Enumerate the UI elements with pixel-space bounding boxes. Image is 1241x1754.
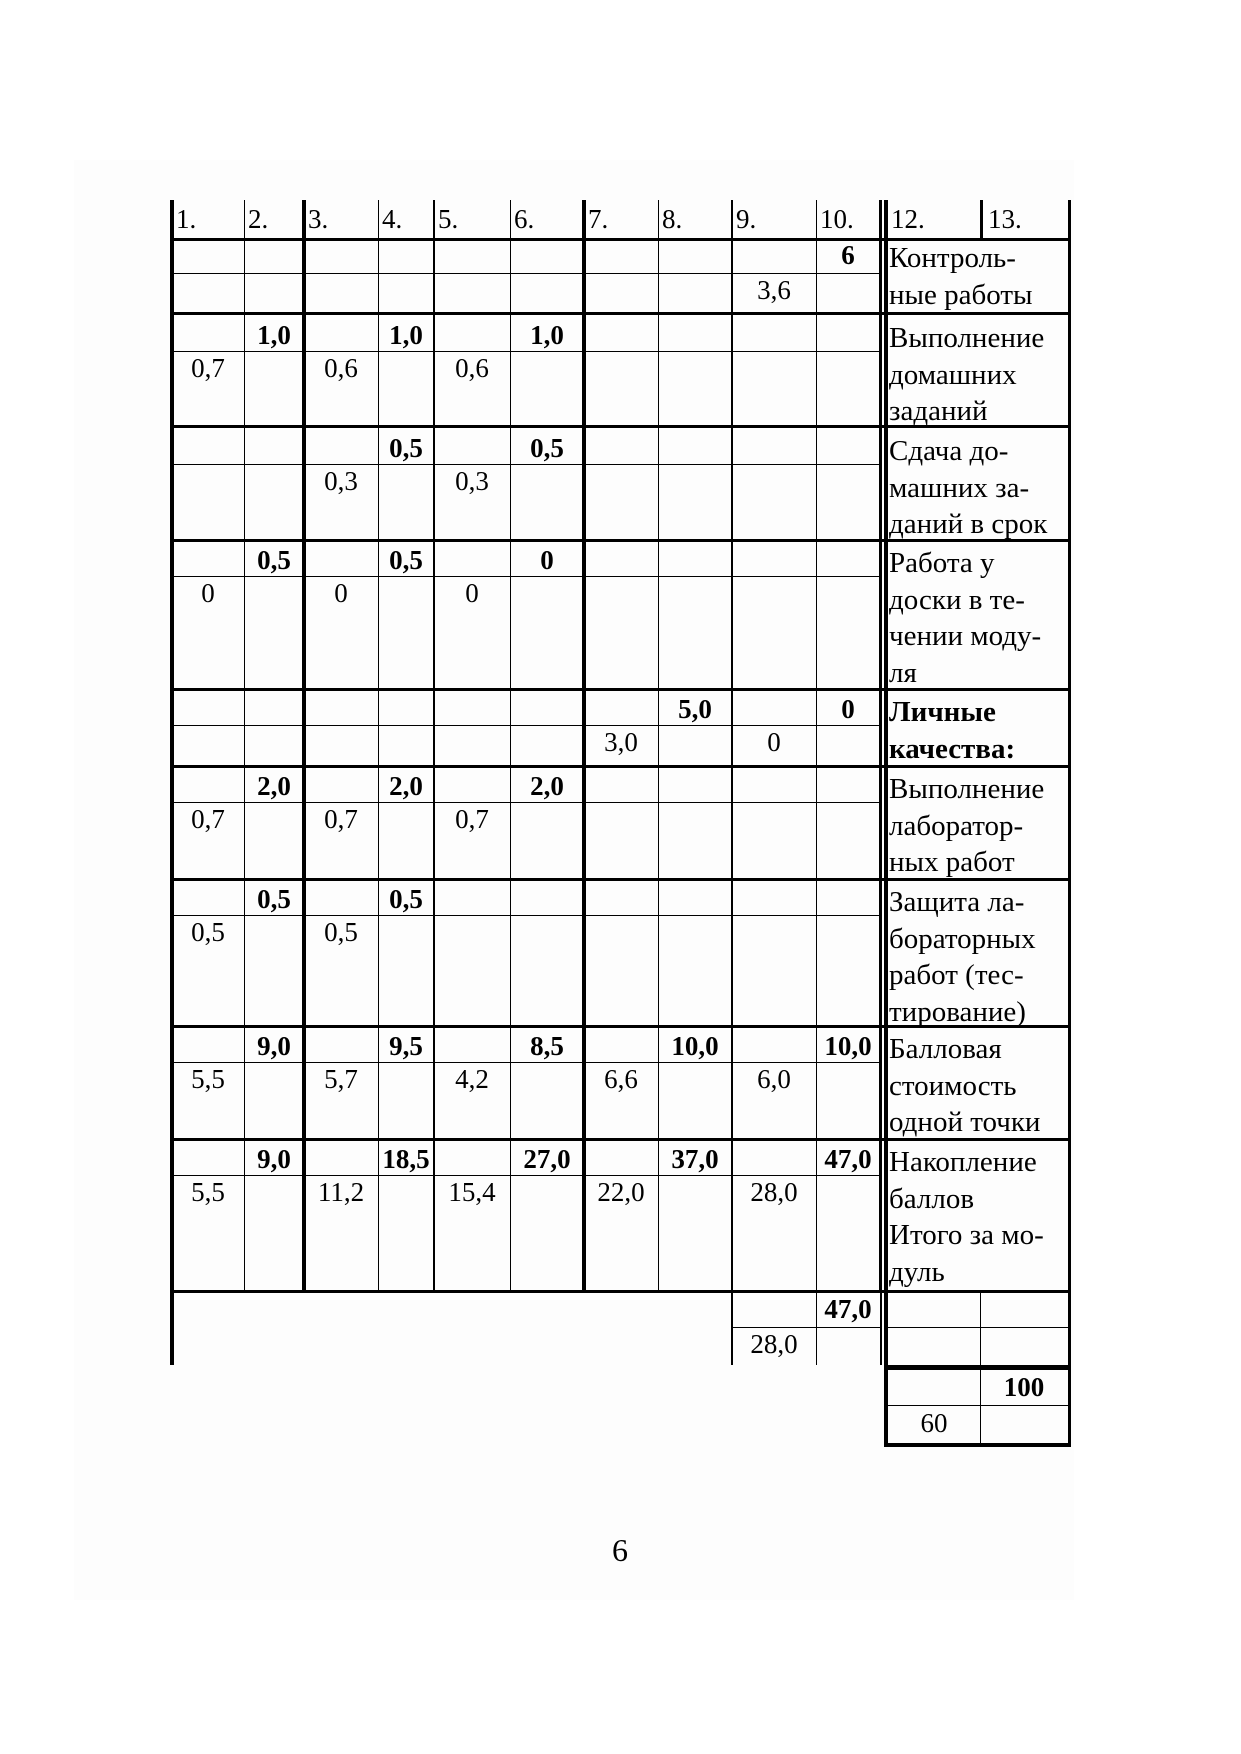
score-min-value: 5,7 — [324, 1064, 358, 1094]
table-right-border — [1068, 200, 1071, 1365]
column-divider — [880, 200, 882, 1365]
table-right-border — [1068, 1367, 1071, 1446]
row-mid-line — [884, 1405, 1068, 1406]
score-min-value: 28,0 — [750, 1177, 798, 1207]
score-max-value: 2,0 — [389, 771, 423, 801]
row-label: Балловая стоимость одной точки — [889, 1033, 1041, 1138]
row-mid-line — [172, 915, 880, 916]
score-min-value: 11,2 — [317, 1177, 365, 1207]
grand-total-border — [884, 1443, 1071, 1447]
score-min-value: 3,0 — [604, 727, 638, 757]
grand-total-max: 100 — [1003, 1372, 1045, 1402]
column-header: 4. — [382, 204, 403, 234]
column-header: 12. — [891, 204, 925, 234]
score-min-value: 0,7 — [191, 353, 225, 383]
score-max-value: 8,5 — [530, 1031, 564, 1061]
row-label: Защита ла- бораторных работ (тес- тирование) — [889, 886, 1036, 1028]
score-min-value: 5,5 — [191, 1064, 225, 1094]
column-header: 8. — [662, 204, 683, 234]
score-max-value: 47,0 — [824, 1144, 872, 1174]
total-max-value: 47,0 — [824, 1294, 872, 1324]
score-max-value: 1,0 — [257, 320, 291, 350]
score-min-value: 0,7 — [455, 804, 489, 834]
row-mid-line — [172, 802, 880, 803]
score-max-value: 1,0 — [389, 320, 423, 350]
grand-total-min: 60 — [920, 1408, 948, 1438]
score-max-value: 0 — [540, 545, 554, 575]
score-min-value: 5,5 — [191, 1177, 225, 1207]
score-max-value: 1,0 — [530, 320, 564, 350]
score-max-value: 0,5 — [257, 884, 291, 914]
score-min-value: 0,7 — [324, 804, 358, 834]
score-max-value: 6 — [841, 240, 855, 270]
score-max-value: 0,5 — [389, 433, 423, 463]
score-min-value: 22,0 — [597, 1177, 645, 1207]
score-max-value: 0,5 — [389, 884, 423, 914]
score-max-value: 0,5 — [389, 545, 423, 575]
score-max-value: 2,0 — [530, 771, 564, 801]
score-max-value: 27,0 — [523, 1144, 571, 1174]
column-header: 13. — [988, 204, 1022, 234]
column-divider — [378, 200, 379, 1290]
column-header: 3. — [308, 204, 329, 234]
row-block-border — [172, 1290, 1071, 1293]
column-header: 2. — [248, 204, 269, 234]
score-max-value: 5,0 — [678, 694, 712, 724]
column-header: 5. — [438, 204, 459, 234]
column-divider — [980, 200, 983, 238]
row-label: Сдача до- машних за- даний в срок — [889, 435, 1048, 540]
page-number: 6 — [612, 1532, 628, 1568]
column-divider — [884, 200, 888, 1443]
score-max-value: 0,5 — [530, 433, 564, 463]
score-min-value: 0,5 — [191, 917, 225, 947]
score-max-value: 0 — [841, 694, 855, 724]
column-divider — [816, 200, 817, 1290]
score-min-value: 3,6 — [757, 275, 791, 305]
score-max-value: 18,5 — [382, 1144, 430, 1174]
row-mid-line — [172, 351, 880, 352]
row-label: Накопление баллов Итого за мо- дуль — [889, 1146, 1044, 1288]
column-divider — [510, 200, 511, 1290]
row-label: Личные качества: — [889, 696, 1016, 765]
column-divider — [980, 1292, 981, 1365]
score-min-value: 15,4 — [448, 1177, 496, 1207]
score-min-value: 0 — [767, 727, 781, 757]
row-mid-line — [172, 576, 880, 577]
score-min-value: 0,3 — [324, 466, 358, 496]
score-min-value: 0 — [465, 578, 479, 608]
score-min-value: 6,0 — [757, 1064, 791, 1094]
row-label: Выполнение лаборатор- ных работ — [889, 773, 1045, 878]
score-min-value: 0 — [201, 578, 215, 608]
column-header: 10. — [820, 204, 854, 234]
column-header: 9. — [736, 204, 757, 234]
score-min-value: 0,5 — [324, 917, 358, 947]
row-label: Контроль- ные работы — [889, 242, 1033, 311]
score-max-value: 0,5 — [257, 545, 291, 575]
score-min-value: 0,7 — [191, 804, 225, 834]
total-min-value: 28,0 — [750, 1329, 798, 1359]
score-max-value: 9,5 — [389, 1031, 423, 1061]
column-header: 6. — [514, 204, 535, 234]
score-max-value: 9,0 — [257, 1144, 291, 1174]
column-header: 7. — [588, 204, 609, 234]
score-max-value: 9,0 — [257, 1031, 291, 1061]
column-header: 1. — [176, 204, 197, 234]
score-min-value: 0,3 — [455, 466, 489, 496]
score-min-value: 0,6 — [324, 353, 358, 383]
row-mid-line — [884, 1327, 1068, 1328]
grand-total-border — [884, 1367, 1071, 1370]
score-min-value: 4,2 — [455, 1064, 489, 1094]
column-divider — [658, 200, 659, 1290]
score-max-value: 10,0 — [824, 1031, 872, 1061]
row-label: Выполнение домашних заданий — [889, 322, 1045, 427]
score-max-value: 10,0 — [671, 1031, 719, 1061]
score-min-value: 0 — [334, 578, 348, 608]
score-max-value: 2,0 — [257, 771, 291, 801]
column-divider — [244, 200, 245, 1290]
score-max-value: 37,0 — [671, 1144, 719, 1174]
score-min-value: 6,6 — [604, 1064, 638, 1094]
score-min-value: 0,6 — [455, 353, 489, 383]
row-label: Работа у доски в те- чении моду- ля — [889, 547, 1042, 689]
row-mid-line — [172, 464, 880, 465]
